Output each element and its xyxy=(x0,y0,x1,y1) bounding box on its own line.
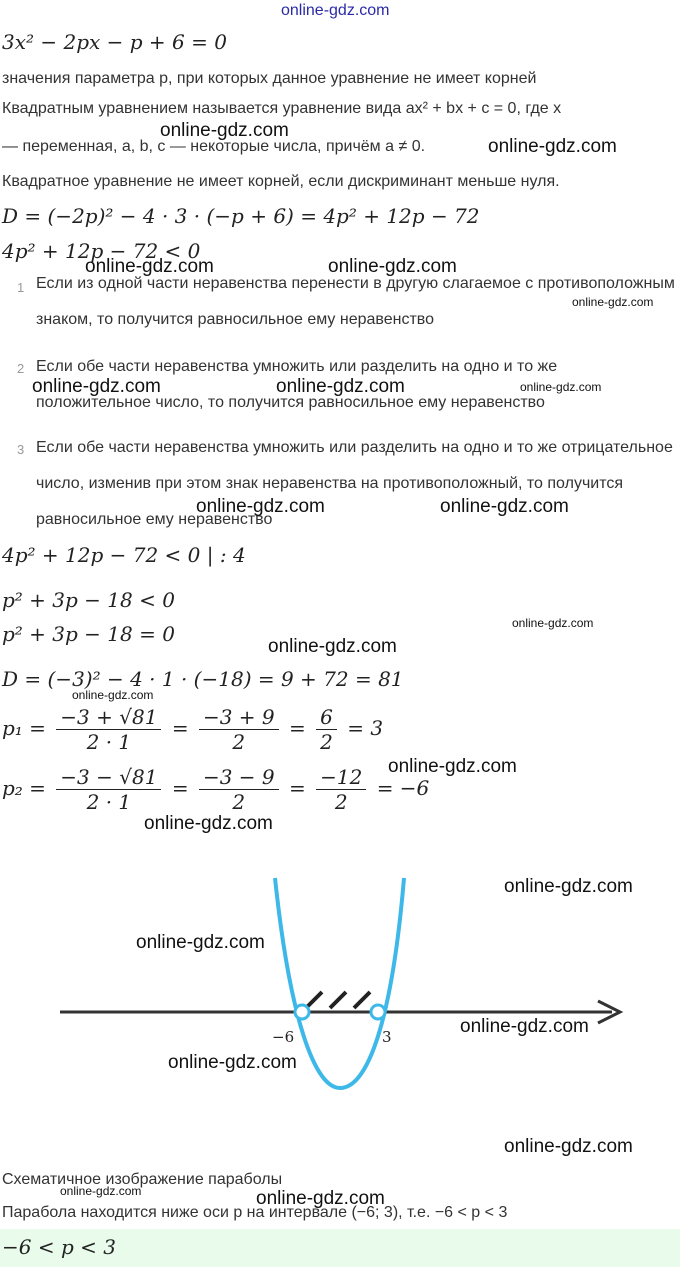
watermark: online-gdz.com xyxy=(136,932,265,953)
root-p2: p₂ = $\frac{-3 - √81}{2 \cdot 1}$ = $\frac{-3 - 9}{2}$ = $\frac{-12}{2}$ = −6 xyxy=(2,765,430,814)
rule-text: Если обе части неравенства умножить или разделить на одно и то же положительное число, то получится равносильное ему неравенство xyxy=(36,358,558,411)
root-point-right xyxy=(371,1005,385,1019)
answer-box xyxy=(0,1229,680,1267)
discriminant-1: D = (−2p)² − 4 · 3 · (−p + 6) = 4p² + 12p − 72 xyxy=(2,204,480,228)
watermark: online-gdz.com xyxy=(520,380,602,394)
inequality-2: 4p² + 12p − 72 < 0 | : 4 xyxy=(2,543,246,567)
root-label-right: 3 xyxy=(382,1028,392,1046)
watermark: online-gdz.com xyxy=(256,1188,385,1209)
watermark: online-gdz.com xyxy=(32,376,161,397)
rule-text: Если обе части неравенства умножить или разделить на одно и то же отрицательное число, изменив при этом знак неравенства на противоположный, то получится равносильное ему неравенство xyxy=(36,439,673,528)
graph-caption: Схематичное изображение параболы xyxy=(2,1171,283,1188)
watermark: online-gdz.com xyxy=(512,616,594,630)
rule-number: 3 xyxy=(17,442,25,457)
watermark: online-gdz.com xyxy=(85,256,214,277)
watermark: online-gdz.com xyxy=(144,813,273,834)
watermark: online-gdz.com xyxy=(60,1184,142,1198)
watermark: online-gdz.com xyxy=(72,688,154,702)
root-label-left: −6 xyxy=(272,1028,295,1046)
inequality-3: p² + 3p − 18 < 0 xyxy=(2,588,175,612)
watermark: online-gdz.com xyxy=(168,1052,297,1073)
watermark: online-gdz.com xyxy=(196,496,325,517)
rule-number: 2 xyxy=(17,361,25,376)
watermark: online-gdz.com xyxy=(504,876,633,897)
rule-number: 1 xyxy=(17,280,25,295)
no-roots-text: Квадратное уравнение не имеет корней, если дискриминант меньше нуля. xyxy=(2,173,560,190)
watermark: online-gdz.com xyxy=(268,636,397,657)
root-point-left xyxy=(295,1005,309,1019)
watermark: online-gdz.com xyxy=(488,136,617,157)
watermark: online-gdz.com xyxy=(504,1136,633,1157)
task-text: значения параметра p, при которых данное уравнение не имеет корней xyxy=(2,70,537,87)
watermark: online-gdz.com xyxy=(328,256,457,277)
equation-3: p² + 3p − 18 = 0 xyxy=(2,622,175,646)
watermark: online-gdz.com xyxy=(388,756,517,777)
rule-text: Если из одной части неравенства перенести в другую слагаемое с противоположным знаком, то получится равносильное ему неравенство xyxy=(36,275,675,328)
hatch-mark xyxy=(354,992,370,1008)
hatch-mark xyxy=(330,992,346,1008)
main-equation: 3x² − 2px − p + 6 = 0 xyxy=(2,30,227,54)
watermark: online-gdz.com xyxy=(440,496,569,517)
hatch-mark xyxy=(306,992,322,1008)
answer-text: −6 < p < 3 xyxy=(2,1235,116,1259)
watermark: online-gdz.com xyxy=(276,376,405,397)
conclusion-text: Парабола находится ниже оси p на интервале (−6; 3), т.е. −6 < p < 3 xyxy=(2,1204,508,1221)
watermark: online-gdz.com xyxy=(572,295,654,309)
root-p1: p₁ = $\frac{-3 + √81}{2 \cdot 1}$ = $\frac{-3 + 9}{2}$ = $\frac{6}{2}$ = 3 xyxy=(2,705,384,754)
inequality-1: 4p² + 12p − 72 < 0 xyxy=(2,239,201,263)
watermark: online-gdz.com xyxy=(160,120,289,141)
definition-line-1: Квадратным уравнением называется уравнение вида ax² + bx + c = 0, где x xyxy=(2,100,562,117)
definition-line-2: — переменная, a, b, c — некоторые числа, причём a ≠ 0. xyxy=(2,138,426,155)
discriminant-2: D = (−3)² − 4 · 1 · (−18) = 9 + 72 = 81 xyxy=(2,667,404,691)
watermark-top: online-gdz.com xyxy=(281,2,390,19)
watermark: online-gdz.com xyxy=(460,1016,589,1037)
